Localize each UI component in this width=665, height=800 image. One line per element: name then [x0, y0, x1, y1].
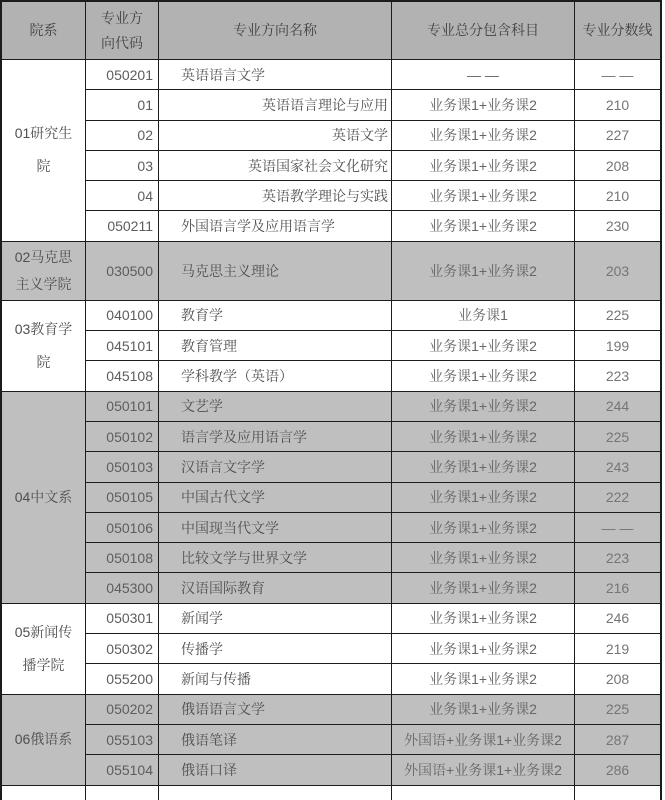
major-name-cell: 比较文学与世界文学	[159, 543, 392, 572]
department-label: 播学院	[22, 656, 65, 673]
score-cell: 222	[605, 489, 630, 506]
subjects-cell: 业务课1+业务课2	[392, 573, 575, 602]
major-code-cell: 050103	[86, 452, 159, 481]
major-name-cell: 新闻与传播	[159, 664, 392, 693]
empty-cell	[86, 786, 159, 800]
major-code-cell: 045300	[86, 573, 159, 602]
table-row	[86, 724, 660, 754]
department-cell	[2, 301, 86, 391]
major-code-cell: 01	[86, 90, 159, 119]
major-name-cell: 汉语国际教育	[159, 573, 392, 602]
table-row	[86, 572, 660, 602]
subjects-cell: 业务课1+业务课2	[392, 242, 575, 300]
department-cell	[2, 604, 86, 694]
major-code-cell: 045101	[86, 331, 159, 360]
major-name-cell: 新闻学	[159, 604, 392, 633]
department-label: 06俄语系	[14, 731, 73, 748]
table-row	[86, 120, 660, 150]
major-name-cell: 传播学	[159, 634, 392, 663]
major-name-cell: 教育学	[159, 301, 392, 330]
major-name-cell: 文艺学	[159, 392, 392, 421]
table-row	[86, 210, 660, 240]
score-cell: 199	[605, 337, 630, 354]
major-code-cell: 040100	[86, 301, 159, 330]
department-label: 主义学院	[15, 275, 72, 292]
department-cell	[2, 392, 86, 603]
score-cell: 223	[605, 549, 630, 566]
major-name-cell: 学科教学（英语）	[159, 361, 392, 390]
major-code-cell: 055200	[86, 664, 159, 693]
major-name-cell: 中国古代文学	[159, 483, 392, 512]
score-cell: 203	[605, 262, 630, 279]
empty-cell	[392, 786, 575, 800]
subjects-cell: 业务课1+业务课2	[392, 121, 575, 150]
table-row	[86, 482, 660, 512]
table-row	[86, 89, 660, 119]
department-cell	[2, 60, 86, 241]
empty-cell	[575, 786, 660, 800]
table-row	[86, 180, 660, 210]
department-section	[2, 300, 660, 391]
subjects-cell: — —	[392, 60, 575, 89]
subjects-cell: 业务课1+业务课2	[392, 90, 575, 119]
department-label: 05新闻传	[14, 623, 73, 640]
department-cell	[2, 242, 86, 300]
subjects-cell: 业务课1+业务课2	[392, 331, 575, 360]
major-name-cell: 英语文学	[159, 121, 392, 150]
major-code-cell: 030500	[86, 242, 159, 300]
score-cell: — —	[601, 66, 634, 83]
subjects-cell: 外国语+业务课1+业务课2	[392, 755, 575, 784]
subjects-cell: 业务课1+业务课2	[392, 543, 575, 572]
header-major-name	[159, 2, 392, 59]
table-row	[86, 392, 660, 421]
major-name-cell: 俄语口译	[159, 755, 392, 784]
section-rows	[86, 301, 660, 391]
subjects-cell: 外国语+业务课1+业务课2	[392, 725, 575, 754]
header-major-code	[86, 2, 159, 59]
table-row	[86, 633, 660, 663]
subjects-cell: 业务课1+业务课2	[392, 422, 575, 451]
major-code-cell: 055104	[86, 755, 159, 784]
department-label: 院	[36, 353, 51, 370]
major-code-cell: 050101	[86, 392, 159, 421]
table-row	[86, 754, 660, 784]
major-name-cell: 汉语言文字学	[159, 452, 392, 481]
department-section	[2, 694, 660, 785]
score-cell: 286	[605, 761, 630, 778]
score-cell: 216	[605, 580, 630, 597]
table-row	[86, 512, 660, 542]
header-subjects-label: 专业总分包含科目	[427, 22, 539, 38]
major-name-cell: 俄语笔译	[159, 725, 392, 754]
department-section	[2, 241, 660, 300]
table-header	[2, 2, 660, 59]
major-code-cell: 050201	[86, 60, 159, 89]
score-cell: 243	[605, 458, 630, 475]
subjects-cell: 业务课1+业务课2	[392, 664, 575, 693]
major-name-cell: 语言学及应用语言学	[159, 422, 392, 451]
subjects-cell: 业务课1+业务课2	[392, 361, 575, 390]
subjects-cell: 业务课1+业务课2	[392, 604, 575, 633]
major-name-cell: 英语语言文学	[159, 60, 392, 89]
table-row	[86, 330, 660, 360]
table-row	[86, 421, 660, 451]
subjects-cell: 业务课1+业务课2	[392, 392, 575, 421]
department-section	[2, 391, 660, 603]
table-row	[86, 60, 660, 89]
department-label: 04中文系	[14, 488, 73, 505]
header-subjects	[392, 2, 575, 59]
score-cell: 225	[605, 701, 630, 718]
table-row	[86, 451, 660, 481]
major-code-cell: 050211	[86, 211, 159, 240]
score-cell: — —	[601, 519, 634, 536]
major-name-cell: 俄语语言文学	[159, 695, 392, 724]
score-cell: 287	[605, 731, 630, 748]
score-cell: 230	[605, 218, 630, 235]
header-score-line-label: 专业分数线	[582, 22, 653, 38]
score-cell: 208	[605, 157, 630, 174]
major-name-cell: 英语语言理论与应用	[159, 90, 392, 119]
subjects-cell: 业务课1+业务课2	[392, 452, 575, 481]
department-cell	[2, 786, 86, 800]
table-row	[86, 360, 660, 390]
score-cell: 225	[605, 307, 630, 324]
department-cell	[2, 695, 86, 785]
major-code-cell: 050106	[86, 513, 159, 542]
header-department	[2, 2, 86, 59]
subjects-cell: 业务课1+业务课2	[392, 634, 575, 663]
table-body	[2, 59, 660, 800]
score-cell: 223	[605, 368, 630, 385]
major-code-cell: 045108	[86, 361, 159, 390]
section-rows	[86, 695, 660, 785]
score-cell: 219	[605, 640, 630, 657]
section-rows	[86, 242, 660, 300]
major-code-cell: 050301	[86, 604, 159, 633]
section-rows	[86, 392, 660, 603]
major-code-cell: 03	[86, 151, 159, 180]
subjects-cell: 业务课1+业务课2	[392, 181, 575, 210]
score-cell: 244	[605, 398, 630, 415]
table-row	[86, 542, 660, 572]
table-row	[86, 604, 660, 633]
table-row	[86, 786, 660, 800]
score-cell: 227	[605, 127, 630, 144]
subjects-cell: 业务课1+业务课2	[392, 483, 575, 512]
header-major-code-line1: 专业方	[101, 9, 143, 26]
major-name-cell: 教育管理	[159, 331, 392, 360]
table-row	[86, 301, 660, 330]
header-major-code-line2: 向代码	[101, 34, 143, 51]
department-label: 02马克思	[14, 248, 73, 265]
subjects-cell: 业务课1+业务课2	[392, 513, 575, 542]
major-name-cell: 马克思主义理论	[159, 242, 392, 300]
table-row	[86, 695, 660, 724]
section-rows	[86, 604, 660, 694]
major-code-cell: 050202	[86, 695, 159, 724]
department-section	[2, 603, 660, 694]
department-label: 03教育学	[14, 320, 73, 337]
major-name-cell: 外国语言学及应用语言学	[159, 211, 392, 240]
department-label: 01研究生	[14, 125, 73, 142]
score-cell: 225	[605, 428, 630, 445]
header-major-name-label: 专业方向名称	[233, 22, 317, 38]
score-cell: 210	[605, 187, 630, 204]
subjects-cell: 业务课1+业务课2	[392, 211, 575, 240]
subjects-cell: 业务课1+业务课2	[392, 695, 575, 724]
department-section	[2, 59, 660, 241]
major-code-cell: 02	[86, 121, 159, 150]
table-row	[86, 150, 660, 180]
header-department-label: 院系	[29, 22, 58, 38]
subjects-cell: 业务课1	[392, 301, 575, 330]
major-code-cell: 055103	[86, 725, 159, 754]
major-code-cell: 050108	[86, 543, 159, 572]
table-row	[86, 663, 660, 693]
score-cell: 210	[605, 96, 630, 113]
table-row	[86, 242, 660, 300]
major-code-cell: 04	[86, 181, 159, 210]
major-name-cell: 英语教学理论与实践	[159, 181, 392, 210]
score-cell: 208	[605, 670, 630, 687]
major-name-cell: 中国现当代文学	[159, 513, 392, 542]
major-code-cell: 050302	[86, 634, 159, 663]
score-cell: 246	[605, 610, 630, 627]
empty-cell	[159, 786, 392, 800]
major-code-cell: 050105	[86, 483, 159, 512]
section-rows	[86, 60, 660, 241]
major-code-cell: 050102	[86, 422, 159, 451]
department-label: 院	[36, 158, 51, 175]
major-name-cell: 英语国家社会文化研究	[159, 151, 392, 180]
header-score-line	[575, 2, 660, 59]
partial-next-section	[2, 785, 660, 800]
subjects-cell: 业务课1+业务课2	[392, 151, 575, 180]
